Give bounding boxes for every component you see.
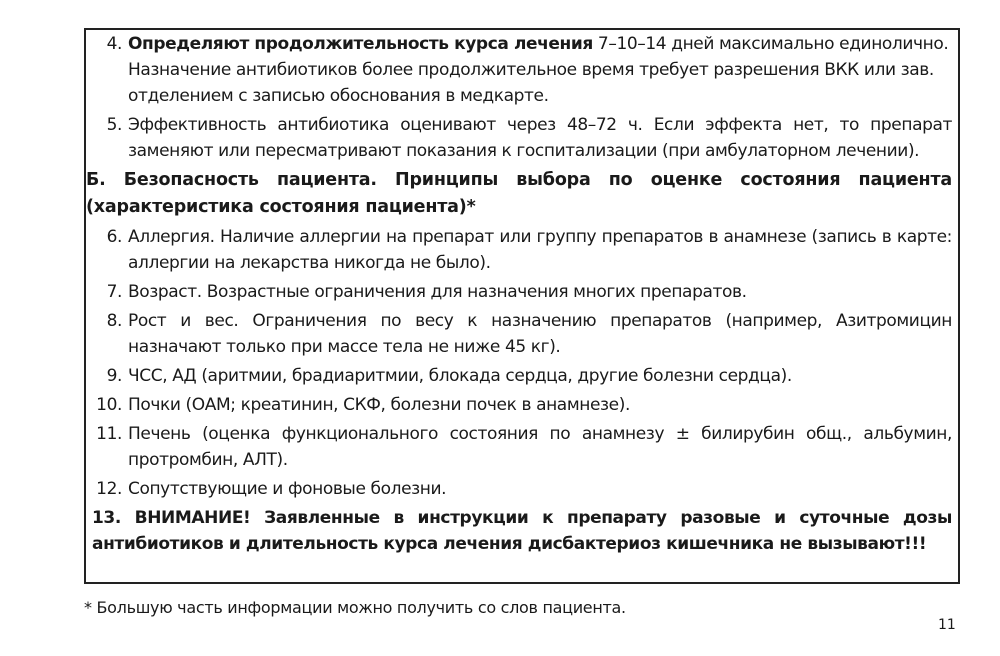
list-item-5 (86, 112, 952, 164)
item-text: Рост и вес. Ограничения по весу к назначению препаратов (например, Азитромицин назначают только при массе тела не ниже 45 кг). (128, 311, 952, 357)
item-number: 5. (106, 115, 122, 135)
list-item-9 (86, 363, 952, 389)
list-item-4 (86, 31, 952, 109)
item-number: 11. (96, 424, 122, 444)
item-text: Печень (оценка функционального состояния по анамнезу ± билирубин общ., альбумин, протромбин, АЛТ). (128, 424, 952, 470)
list-item-8 (86, 308, 952, 360)
item-text: Эффективность антибиотика оценивают через 48–72 ч. Если эффекта нет, то препарат заменяют или пересматривают показания к госпитализации (при амбулаторном лечении). (128, 115, 952, 161)
warning-label: ВНИМАНИЕ! (134, 508, 251, 528)
list-item-7 (86, 279, 952, 305)
item-number: 8. (106, 311, 122, 331)
item-text: Аллергия. Наличие аллергии на препарат или группу препаратов в анамнезе (запись в карте: аллергии на лекарства никогда не было). (128, 227, 952, 273)
item-number: 10. (96, 395, 122, 415)
item-number: 4. (106, 34, 122, 54)
page-number: 11 (938, 617, 956, 633)
item-number: 13. (92, 508, 121, 528)
item-number: 6. (106, 227, 122, 247)
footnote: * Большую часть информации можно получить со слов пациента. (84, 598, 626, 617)
item-text: Почки (ОАМ; креатинин, СКФ, болезни почек в анамнезе). (128, 395, 630, 415)
item-body: 7–10–14 дней максимально единолично. Назначение антибиотиков более продолжительное время требует разрешения ВКК или зав. отделением с записью обоснования в медкарте. (128, 34, 949, 106)
list-item-10 (86, 392, 952, 418)
list-item-12 (86, 476, 952, 502)
list-item-13 (86, 505, 952, 557)
list-item-6 (86, 224, 952, 276)
warning-text: Заявленные в инструкции к препарату разовые и суточные дозы антибиотиков и длительность курса лечения дисбактериоз кишечника не вызывают!!! (92, 508, 952, 554)
item-bold-lead: Определяют продолжительность курса лечения (128, 34, 593, 54)
item-number: 9. (106, 366, 122, 386)
item-text: Сопутствующие и фоновые болезни. (128, 479, 447, 499)
document-body (86, 31, 952, 557)
item-number: 12. (96, 479, 122, 499)
item-number: 7. (106, 282, 122, 302)
item-text: ЧСС, АД (аритмии, брадиаритмии, блокада сердца, другие болезни сердца). (128, 366, 792, 386)
item-text (128, 31, 952, 109)
section-b-heading: Б. Безопасность пациента. Принципы выбора по оценке состояния пациента (характеристика состояния пациента)* (86, 170, 952, 217)
item-text: Возраст. Возрастные ограничения для назначения многих препаратов. (128, 282, 747, 302)
list-item-11 (86, 421, 952, 473)
